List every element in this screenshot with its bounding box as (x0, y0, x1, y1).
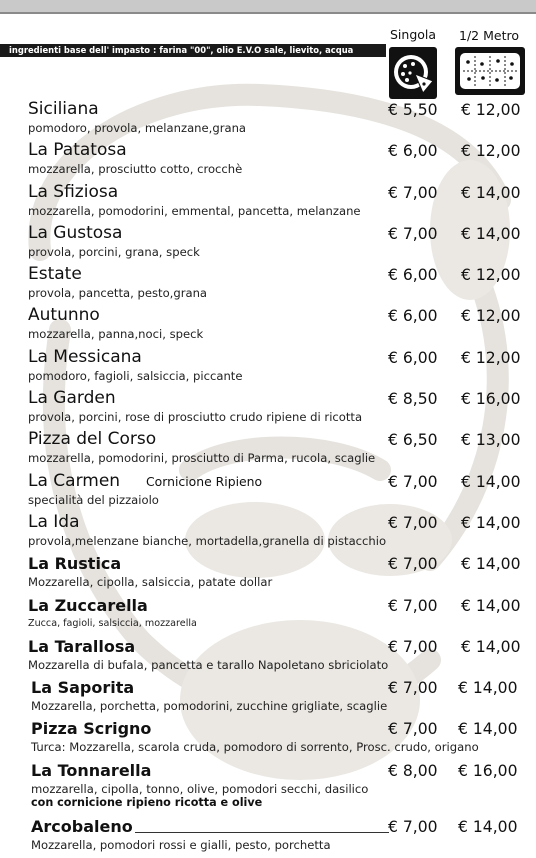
list-item (0, 717, 536, 758)
price-metro: € 12,00 (461, 266, 521, 285)
pizza-name: Pizza del Corso (28, 429, 157, 450)
pizza-name: Autunno (28, 305, 100, 326)
list-item (0, 263, 536, 304)
price-single: € 7,00 (388, 224, 438, 243)
pizza-ingredients: specialità del pizzaiolo (28, 492, 159, 507)
price-metro: € 12,00 (461, 142, 521, 161)
pizza-name: La Saporita (31, 678, 135, 698)
pizza-ingredients: mozzarella, pomodorini, prosciutto di Parma, rucola, scaglie (28, 451, 376, 466)
price-metro: € 14,00 (461, 596, 521, 615)
pizza-ingredients: Mozzarella, porchetta, pomodorini, zucchine grigliate, scaglie (31, 699, 388, 714)
pizza-name: La Rustica (28, 554, 122, 574)
price-metro: € 16,00 (458, 761, 518, 780)
price-metro: € 14,00 (461, 637, 521, 656)
pizza-ingredients: Zucca, fagioli, salsiccia, mozzarella (28, 617, 197, 629)
pizza-note: Cornicione Ripieno (146, 473, 263, 489)
price-metro: € 14,00 (461, 555, 521, 574)
price-metro: € 14,00 (458, 720, 518, 739)
price-single: € 6,00 (388, 307, 438, 326)
pizza-slice-icon (389, 47, 437, 99)
pizza-ingredients: Mozzarella, cipolla, salsiccia, patate dollar (28, 575, 273, 590)
price-metro: € 12,00 (461, 101, 521, 119)
pizza-ingredients: provola, porcini, grana, speck (28, 244, 200, 259)
price-single: € 6,00 (388, 348, 438, 367)
list-item (0, 387, 536, 428)
pizza-name: La Garden (28, 388, 116, 409)
price-metro: € 12,00 (461, 307, 521, 326)
list-item (0, 552, 536, 593)
list-item (0, 98, 536, 139)
price-single: € 8,50 (388, 390, 438, 409)
menu-header (0, 26, 536, 98)
price-single: € 7,00 (388, 817, 438, 836)
price-metro: € 14,00 (461, 224, 521, 243)
pizza-ingredients: mozzarella, panna,noci, speck (28, 327, 204, 342)
price-single: € 7,00 (388, 513, 438, 532)
list-item (0, 635, 536, 676)
pizza-ingredients: mozzarella, cipolla, tonno, olive, pomodori secchi, dasilico (31, 781, 369, 796)
pizza-name: Siciliana (28, 99, 99, 119)
price-single: € 7,00 (388, 555, 438, 574)
list-item (0, 222, 536, 263)
column-header-metro: 1/2 Metro (459, 28, 519, 43)
list-item (0, 428, 536, 469)
list-item (0, 470, 536, 511)
pizza-ingredients: provola, porcini, rose di prosciutto crudo ripiene di ricotta (28, 410, 363, 425)
price-single: € 6,00 (388, 142, 438, 161)
pizza-ingredients: provola, pancetta, pesto,grana (28, 286, 208, 301)
price-metro: € 14,00 (461, 183, 521, 202)
pizza-extra-note: con cornicione ripieno ricotta e olive (31, 795, 263, 809)
pizza-ingredients: pomodoro, provola, melanzane,grana (28, 121, 247, 135)
pizza-name: La Sfiziosa (28, 181, 119, 202)
pizza-name: La Patatosa (28, 140, 127, 161)
price-metro: € 13,00 (461, 431, 521, 450)
pizza-ingredients: Turca: Mozzarella, scarola cruda, pomodoro di sorrento, Prosc. crudo, origano (31, 740, 479, 755)
list-item (0, 139, 536, 180)
column-header-single: Singola (390, 27, 437, 42)
pizza-name: La Messicana (28, 346, 142, 367)
list-item (0, 676, 536, 717)
list-item (0, 511, 536, 552)
base-ingredients-banner: ingredienti base dell' impasto : farina "00", olio E.V.O sale, lievito, acqua (0, 44, 386, 57)
pizza-ingredients: provola,melenzane bianche, mortadella,granella di pistacchio (28, 533, 387, 548)
price-single: € 7,00 (388, 679, 438, 698)
list-item (0, 346, 536, 387)
price-metro: € 12,00 (461, 348, 521, 367)
pizza-name: Pizza Scrigno (31, 719, 152, 739)
pizza-name: La Zuccarella (28, 595, 148, 615)
price-metro: € 16,00 (461, 390, 521, 409)
pizza-name: La Ida (28, 511, 80, 532)
list-item (0, 304, 536, 345)
menu-list (0, 98, 536, 856)
pizza-metro-icon (455, 47, 525, 95)
pizza-ingredients: pomodoro, fagioli, salsiccia, piccante (28, 368, 243, 383)
pizza-ingredients: mozzarella, pomodorini, emmental, pancetta, melanzane (28, 203, 361, 218)
price-single: € 7,00 (388, 183, 438, 202)
list-item (0, 759, 536, 815)
list-item (0, 815, 536, 856)
price-metro: € 14,00 (461, 472, 521, 491)
price-single: € 6,00 (388, 266, 438, 285)
pizza-name: La Carmen (28, 470, 121, 491)
list-item (0, 181, 536, 222)
pizza-name: La Gustosa (28, 222, 123, 243)
price-single: € 7,00 (388, 596, 438, 615)
pizza-name: Estate (28, 264, 82, 285)
leader-line (135, 832, 389, 833)
price-single: € 8,00 (388, 761, 438, 780)
price-single: € 6,50 (388, 431, 438, 450)
pizza-ingredients: Mozzarella di bufala, pancetta e tarallo Napoletano sbriciolato (28, 657, 389, 672)
price-single: € 7,00 (388, 720, 438, 739)
price-single: € 7,00 (388, 472, 438, 491)
price-metro: € 14,00 (458, 679, 518, 698)
list-item (0, 594, 536, 635)
pizza-name: Arcobaleno (31, 816, 133, 836)
price-single: € 5,50 (388, 101, 438, 119)
price-metro: € 14,00 (458, 817, 518, 836)
price-metro: € 14,00 (461, 513, 521, 532)
pizza-name: La Tarallosa (28, 636, 136, 656)
price-single: € 7,00 (388, 637, 438, 656)
pizza-ingredients: mozzarella, prosciutto cotto, crocchè (28, 162, 243, 177)
pizza-name: La Tonnarella (31, 760, 152, 780)
pizza-ingredients: Mozzarella, pomodori rossi e gialli, pesto, porchetta (31, 837, 331, 852)
